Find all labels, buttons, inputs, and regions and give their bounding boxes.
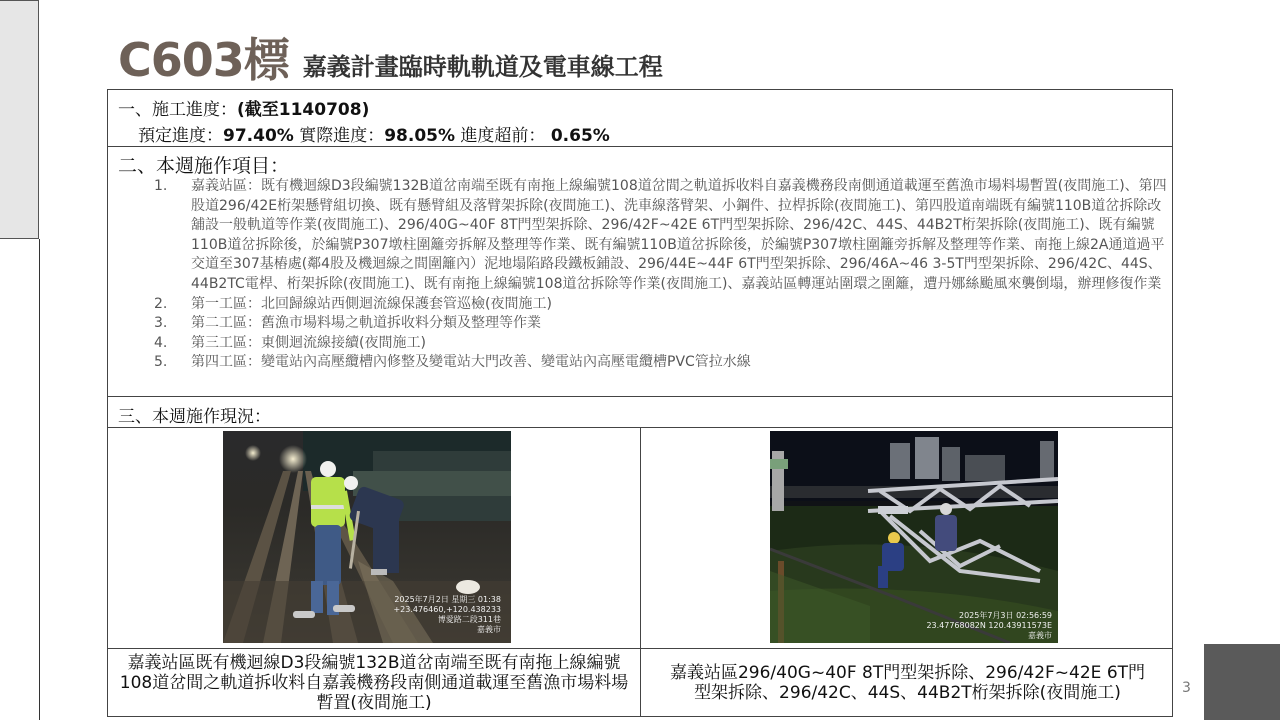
corner-decoration <box>1204 644 1280 720</box>
item-text: 嘉義站區：既有機迴線D3段編號132B道岔南端至既有南拖上線編號108道岔間之軌道拆收料自嘉義機務段南側通道載運至舊漁市場料場暫置(夜間施工)、第四股道296/42E桁架懸臂組切換、既有懸臂組及落臂架拆除(夜間施工)、洗車線落臂架、小鋼件、拉桿拆除(夜間施工)、第四股道南端既有編號110B道岔拆除改舖設一般軌道等作業(夜間施工)、296/40G~40F 8T門型架拆除、296/42F~42E 6T門型架拆除、296/42C、44S、44B2T桁架拆除(夜間施工)、既有編號110B道岔拆除後，於編號P307墩柱圍籬旁拆解及整理等作業、既有編號110B道岔拆除後，於編號P307墩柱圍籬旁拆解及整理等作業、南拖上線2A通道過平交道至307基樁處(鄰4股及機迴線之間圍籬內）泥地塌陷路段鐵板鋪設、296/44E~44F 6T門型架拆除、296/46A~46 3-5T門型架拆除、296/42C、44S、44B2TC電桿、桁架拆除(夜間施工)、既有南拖上線編號108道岔拆除等作業(夜間施工)、嘉義站區轉運站圍環之圍籬，遭丹娜絲颱風來襲倒塌，辦理修復作業 <box>191 178 1167 292</box>
actual-value: 98.05% <box>384 126 456 146</box>
title-subtitle: 嘉義計畫臨時軌軌道及電車線工程 <box>302 53 663 81</box>
progress-values <box>138 121 610 146</box>
list-item <box>154 334 1168 354</box>
progress-heading <box>118 95 369 120</box>
item-number: 2. <box>154 295 168 312</box>
status-section-header <box>108 397 1172 428</box>
weekly-items-section <box>108 147 1172 397</box>
weekly-items-list <box>154 177 1168 373</box>
slide-title <box>118 34 663 86</box>
photo1-timestamp <box>393 595 501 635</box>
item-text: 第三工區：東側迴流線接續(夜間施工) <box>191 334 426 351</box>
planned-value: 97.40% <box>223 126 294 146</box>
side-rule <box>39 239 40 720</box>
item-number: 4. <box>154 334 168 351</box>
planned-label: 預定進度： <box>138 126 223 146</box>
ahead-value: 0.65% <box>550 126 610 146</box>
item-number: 1. <box>154 178 168 194</box>
item-number: 5. <box>154 354 168 371</box>
progress-heading-label: 一、施工進度： <box>118 100 237 120</box>
title-code: C603標 <box>118 33 289 87</box>
progress-section <box>108 90 1172 147</box>
photo1-stamp-line: +23.476460,+120.438233 <box>393 605 501 614</box>
list-item <box>154 353 1168 373</box>
photo1-stamp-line: 2025年7月2日 星期三 01:38 <box>394 595 501 604</box>
weekly-items-heading: 二、本週施作項目： <box>118 155 290 177</box>
photo2-timestamp <box>926 611 1052 641</box>
list-item <box>154 295 1168 315</box>
item-number: 3. <box>154 315 168 332</box>
item-text: 第一工區：北回歸線站西側迴流線保護套管巡檢(夜間施工) <box>191 295 552 312</box>
photo1-stamp-line: 博愛路二段311巷 <box>437 615 501 624</box>
photo1-stamp-line: 嘉義市 <box>477 625 501 634</box>
status-heading: 三、本週施作現況： <box>118 407 271 427</box>
photo2-stamp-line: 嘉義市 <box>1028 631 1052 640</box>
page-number: 3 <box>1182 680 1191 696</box>
side-tab-decoration <box>0 0 39 239</box>
photo2-caption: 嘉義站區296/40G~40F 8T門型架拆除、296/42F~42E 6T門型架拆除、296/42C、44S、44B2T桁架拆除(夜間施工) <box>669 663 1146 703</box>
list-item <box>154 177 1168 295</box>
site-photo-gantry-removal <box>770 431 1058 643</box>
photo2-stamp-line: 23.47768082N 120.43911573E <box>926 621 1052 630</box>
photo1-caption: 嘉義站區既有機迴線D3段編號132B道岔南端至既有南拖上線編號108道岔間之軌道拆收料自嘉義機務段南側通道載運至舊漁市場料場暫置(夜間施工) <box>119 653 629 713</box>
item-text: 第二工區：舊漁市場料場之軌道拆收料分類及整理等作業 <box>191 315 541 332</box>
ahead-label: 進度超前： <box>460 126 546 146</box>
actual-label: 實際進度： <box>299 126 385 146</box>
item-text: 第四工區：變電站內高壓纜槽內修整及變電站大門改善、變電站內高壓電纜槽PVC管拉水線 <box>191 354 751 371</box>
report-table <box>107 89 1173 717</box>
site-photo-track-removal <box>223 431 511 643</box>
photo2-stamp-line: 2025年7月3日 02:56:59 <box>958 611 1052 620</box>
progress-as-of: (截至1140708) <box>237 100 370 120</box>
list-item <box>154 314 1168 334</box>
